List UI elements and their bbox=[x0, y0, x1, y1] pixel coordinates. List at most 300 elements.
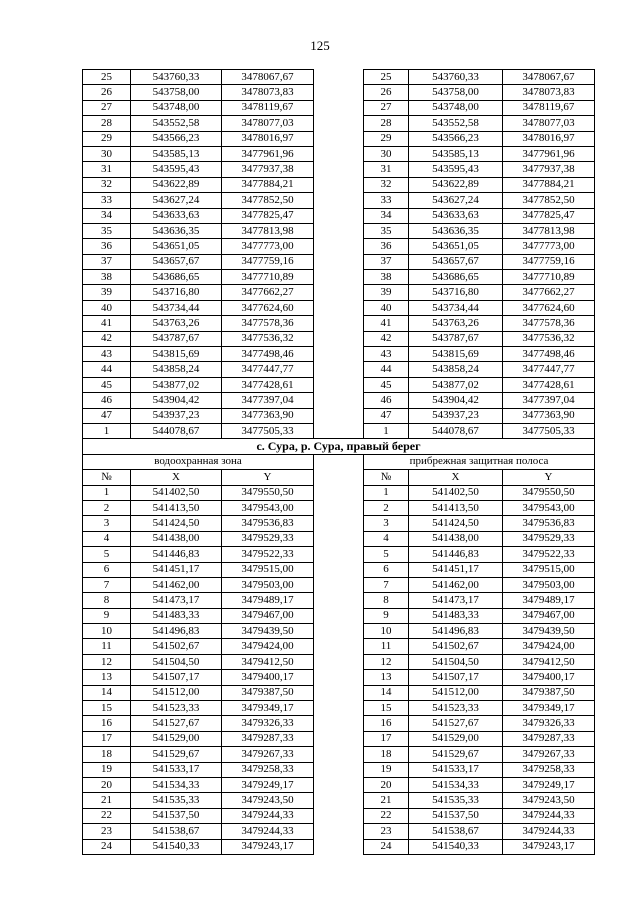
gap-cell bbox=[314, 316, 364, 331]
left-x-cell: 543566,23 bbox=[131, 131, 222, 146]
right-num-cell: 33 bbox=[364, 193, 409, 208]
table-row bbox=[83, 362, 595, 377]
left-num-cell: 29 bbox=[83, 131, 131, 146]
right-x-cell: 543657,67 bbox=[409, 254, 503, 269]
right-y-cell: 3479467,00 bbox=[503, 608, 595, 623]
right-num-cell: 3 bbox=[364, 516, 409, 531]
right-x-cell: 541438,00 bbox=[409, 531, 503, 546]
right-x-cell: 543651,05 bbox=[409, 239, 503, 254]
gap-cell bbox=[314, 593, 364, 608]
table-row bbox=[83, 762, 595, 777]
left-num-cell: 20 bbox=[83, 777, 131, 792]
table-row bbox=[83, 70, 595, 85]
right-num-cell: 47 bbox=[364, 408, 409, 423]
table-row bbox=[83, 347, 595, 362]
left-x-cell: 541504,50 bbox=[131, 654, 222, 669]
right-x-cell: 543763,26 bbox=[409, 316, 503, 331]
left-num-cell: 39 bbox=[83, 285, 131, 300]
left-y-cell: 3479267,33 bbox=[222, 747, 314, 762]
gap-cell bbox=[314, 839, 364, 854]
left-y-cell: 3479529,33 bbox=[222, 531, 314, 546]
right-y-cell: 3477624,60 bbox=[503, 300, 595, 315]
section-title: с. Сура, р. Сура, правый берег bbox=[83, 439, 595, 454]
right-x-cell: 541538,67 bbox=[409, 824, 503, 839]
table-row bbox=[83, 731, 595, 746]
right-x-cell: 541502,67 bbox=[409, 639, 503, 654]
right-y-cell: 3477662,27 bbox=[503, 285, 595, 300]
left-col-num: № bbox=[83, 470, 131, 485]
right-num-cell: 36 bbox=[364, 239, 409, 254]
gap-cell bbox=[314, 423, 364, 438]
right-y-cell: 3477447,77 bbox=[503, 362, 595, 377]
right-x-cell: 543937,23 bbox=[409, 408, 503, 423]
right-x-cell: 541473,17 bbox=[409, 593, 503, 608]
left-x-cell: 541535,33 bbox=[131, 793, 222, 808]
table-row bbox=[83, 193, 595, 208]
right-num-cell: 45 bbox=[364, 377, 409, 392]
table-row bbox=[83, 808, 595, 823]
right-y-cell: 3479515,00 bbox=[503, 562, 595, 577]
right-x-cell: 543904,42 bbox=[409, 393, 503, 408]
right-y-cell: 3479529,33 bbox=[503, 531, 595, 546]
left-num-cell: 9 bbox=[83, 608, 131, 623]
right-x-cell: 541527,67 bbox=[409, 716, 503, 731]
table-row bbox=[83, 654, 595, 669]
gap-cell bbox=[314, 685, 364, 700]
top-rows bbox=[83, 70, 595, 439]
gap-cell bbox=[314, 701, 364, 716]
left-num-cell: 41 bbox=[83, 316, 131, 331]
gap-cell bbox=[314, 793, 364, 808]
left-x-cell: 541540,33 bbox=[131, 839, 222, 854]
right-num-cell: 21 bbox=[364, 793, 409, 808]
right-num-cell: 38 bbox=[364, 270, 409, 285]
right-num-cell: 1 bbox=[364, 485, 409, 500]
table-row bbox=[83, 500, 595, 515]
table-row bbox=[83, 116, 595, 131]
left-num-cell: 31 bbox=[83, 162, 131, 177]
table-row bbox=[83, 100, 595, 115]
right-y-cell: 3479249,17 bbox=[503, 777, 595, 792]
right-y-cell: 3479489,17 bbox=[503, 593, 595, 608]
right-y-cell: 3477961,96 bbox=[503, 146, 595, 161]
right-x-cell: 541496,83 bbox=[409, 624, 503, 639]
right-y-cell: 3478119,67 bbox=[503, 100, 595, 115]
left-num-cell: 5 bbox=[83, 547, 131, 562]
left-num-cell: 38 bbox=[83, 270, 131, 285]
left-num-cell: 34 bbox=[83, 208, 131, 223]
gap-cell bbox=[314, 146, 364, 161]
left-y-cell: 3479243,50 bbox=[222, 793, 314, 808]
gap-cell bbox=[314, 131, 364, 146]
right-num-cell: 25 bbox=[364, 70, 409, 85]
gap-cell bbox=[314, 654, 364, 669]
left-y-cell: 3478119,67 bbox=[222, 100, 314, 115]
right-num-cell: 2 bbox=[364, 500, 409, 515]
right-x-cell: 541507,17 bbox=[409, 670, 503, 685]
right-x-cell: 541424,50 bbox=[409, 516, 503, 531]
right-x-cell: 543633,63 bbox=[409, 208, 503, 223]
left-y-cell: 3477884,21 bbox=[222, 177, 314, 192]
right-x-cell: 543552,58 bbox=[409, 116, 503, 131]
left-num-cell: 11 bbox=[83, 639, 131, 654]
right-y-cell: 3477773,00 bbox=[503, 239, 595, 254]
table-row bbox=[83, 393, 595, 408]
left-y-cell: 3477662,27 bbox=[222, 285, 314, 300]
left-x-cell: 541527,67 bbox=[131, 716, 222, 731]
right-col-x: X bbox=[409, 470, 503, 485]
right-x-cell: 543877,02 bbox=[409, 377, 503, 392]
table-row bbox=[83, 408, 595, 423]
left-x-cell: 543763,26 bbox=[131, 316, 222, 331]
left-y-cell: 3479543,00 bbox=[222, 500, 314, 515]
right-y-cell: 3477363,90 bbox=[503, 408, 595, 423]
right-x-cell: 543716,80 bbox=[409, 285, 503, 300]
right-num-cell: 29 bbox=[364, 131, 409, 146]
left-num-cell: 23 bbox=[83, 824, 131, 839]
gap-cell bbox=[314, 639, 364, 654]
left-y-cell: 3477498,46 bbox=[222, 347, 314, 362]
right-y-cell: 3478077,03 bbox=[503, 116, 595, 131]
right-x-cell: 544078,67 bbox=[409, 423, 503, 438]
left-y-cell: 3477961,96 bbox=[222, 146, 314, 161]
left-x-cell: 541424,50 bbox=[131, 516, 222, 531]
right-num-cell: 17 bbox=[364, 731, 409, 746]
gap-cell bbox=[314, 331, 364, 346]
right-x-cell: 541540,33 bbox=[409, 839, 503, 854]
left-num-cell: 27 bbox=[83, 100, 131, 115]
left-x-cell: 541438,00 bbox=[131, 531, 222, 546]
zone-title-row bbox=[83, 454, 595, 469]
left-y-cell: 3479503,00 bbox=[222, 577, 314, 592]
left-x-cell: 543858,24 bbox=[131, 362, 222, 377]
right-x-cell: 541529,00 bbox=[409, 731, 503, 746]
gap-cell bbox=[314, 824, 364, 839]
left-y-cell: 3479244,33 bbox=[222, 808, 314, 823]
gap-cell bbox=[314, 208, 364, 223]
left-y-cell: 3478077,03 bbox=[222, 116, 314, 131]
right-x-cell: 543627,24 bbox=[409, 193, 503, 208]
right-x-cell: 541529,67 bbox=[409, 747, 503, 762]
left-x-cell: 541496,83 bbox=[131, 624, 222, 639]
table-row bbox=[83, 285, 595, 300]
gap-cell bbox=[314, 377, 364, 392]
table-row bbox=[83, 208, 595, 223]
right-num-cell: 9 bbox=[364, 608, 409, 623]
right-x-cell: 543758,00 bbox=[409, 85, 503, 100]
left-num-cell: 7 bbox=[83, 577, 131, 592]
table-row bbox=[83, 131, 595, 146]
right-y-cell: 3478067,67 bbox=[503, 70, 595, 85]
right-x-cell: 543787,67 bbox=[409, 331, 503, 346]
left-y-cell: 3477937,38 bbox=[222, 162, 314, 177]
right-y-cell: 3479244,33 bbox=[503, 808, 595, 823]
right-y-cell: 3478016,97 bbox=[503, 131, 595, 146]
right-x-cell: 541402,50 bbox=[409, 485, 503, 500]
left-num-cell: 30 bbox=[83, 146, 131, 161]
right-num-cell: 43 bbox=[364, 347, 409, 362]
right-num-cell: 7 bbox=[364, 577, 409, 592]
gap-cell bbox=[314, 547, 364, 562]
table-row bbox=[83, 747, 595, 762]
left-y-cell: 3477447,77 bbox=[222, 362, 314, 377]
gap-cell bbox=[314, 531, 364, 546]
right-zone-title: прибрежная защитная полоса bbox=[364, 454, 595, 469]
right-num-cell: 13 bbox=[364, 670, 409, 685]
left-num-cell: 40 bbox=[83, 300, 131, 315]
right-num-cell: 15 bbox=[364, 701, 409, 716]
right-y-cell: 3479258,33 bbox=[503, 762, 595, 777]
left-num-cell: 2 bbox=[83, 500, 131, 515]
right-y-cell: 3477710,89 bbox=[503, 270, 595, 285]
right-x-cell: 543815,69 bbox=[409, 347, 503, 362]
right-y-cell: 3477884,21 bbox=[503, 177, 595, 192]
table-row bbox=[83, 162, 595, 177]
left-num-cell: 47 bbox=[83, 408, 131, 423]
section-title-row bbox=[83, 439, 595, 454]
left-col-y: Y bbox=[222, 470, 314, 485]
gap-cell bbox=[314, 454, 364, 469]
gap-cell bbox=[314, 347, 364, 362]
right-num-cell: 1 bbox=[364, 423, 409, 438]
right-num-cell: 23 bbox=[364, 824, 409, 839]
table-row bbox=[83, 239, 595, 254]
right-num-cell: 11 bbox=[364, 639, 409, 654]
table-row bbox=[83, 685, 595, 700]
left-num-cell: 44 bbox=[83, 362, 131, 377]
gap-cell bbox=[314, 254, 364, 269]
table-row bbox=[83, 824, 595, 839]
left-x-cell: 544078,67 bbox=[131, 423, 222, 438]
right-num-cell: 37 bbox=[364, 254, 409, 269]
right-num-cell: 34 bbox=[364, 208, 409, 223]
right-num-cell: 44 bbox=[364, 362, 409, 377]
right-x-cell: 541523,33 bbox=[409, 701, 503, 716]
right-num-cell: 4 bbox=[364, 531, 409, 546]
right-x-cell: 543734,44 bbox=[409, 300, 503, 315]
right-y-cell: 3477813,98 bbox=[503, 223, 595, 238]
left-num-cell: 32 bbox=[83, 177, 131, 192]
gap-cell bbox=[314, 193, 364, 208]
left-num-cell: 43 bbox=[83, 347, 131, 362]
left-y-cell: 3479387,50 bbox=[222, 685, 314, 700]
right-y-cell: 3479400,17 bbox=[503, 670, 595, 685]
right-col-num: № bbox=[364, 470, 409, 485]
table-row bbox=[83, 270, 595, 285]
left-y-cell: 3477624,60 bbox=[222, 300, 314, 315]
left-num-cell: 12 bbox=[83, 654, 131, 669]
right-y-cell: 3478073,83 bbox=[503, 85, 595, 100]
table-row bbox=[83, 516, 595, 531]
left-y-cell: 3479400,17 bbox=[222, 670, 314, 685]
left-x-cell: 541446,83 bbox=[131, 547, 222, 562]
table-row bbox=[83, 639, 595, 654]
left-num-cell: 46 bbox=[83, 393, 131, 408]
right-y-cell: 3479287,33 bbox=[503, 731, 595, 746]
bottom-rows bbox=[83, 485, 595, 854]
table-row bbox=[83, 300, 595, 315]
right-num-cell: 26 bbox=[364, 85, 409, 100]
left-num-cell: 1 bbox=[83, 423, 131, 438]
right-num-cell: 16 bbox=[364, 716, 409, 731]
gap-cell bbox=[314, 731, 364, 746]
left-y-cell: 3479249,17 bbox=[222, 777, 314, 792]
left-y-cell: 3477710,89 bbox=[222, 270, 314, 285]
right-x-cell: 543760,33 bbox=[409, 70, 503, 85]
right-num-cell: 40 bbox=[364, 300, 409, 315]
gap-cell bbox=[314, 85, 364, 100]
right-x-cell: 543636,35 bbox=[409, 223, 503, 238]
left-x-cell: 543627,24 bbox=[131, 193, 222, 208]
right-x-cell: 541451,17 bbox=[409, 562, 503, 577]
right-num-cell: 18 bbox=[364, 747, 409, 762]
table-row bbox=[83, 624, 595, 639]
gap-cell bbox=[314, 270, 364, 285]
right-x-cell: 543686,65 bbox=[409, 270, 503, 285]
left-num-cell: 18 bbox=[83, 747, 131, 762]
left-x-cell: 541537,50 bbox=[131, 808, 222, 823]
right-y-cell: 3477397,04 bbox=[503, 393, 595, 408]
left-num-cell: 24 bbox=[83, 839, 131, 854]
gap-cell bbox=[314, 485, 364, 500]
left-y-cell: 3479536,83 bbox=[222, 516, 314, 531]
left-y-cell: 3478016,97 bbox=[222, 131, 314, 146]
left-y-cell: 3477536,32 bbox=[222, 331, 314, 346]
table-row bbox=[83, 423, 595, 438]
left-y-cell: 3479412,50 bbox=[222, 654, 314, 669]
gap-cell bbox=[314, 70, 364, 85]
table-row bbox=[83, 485, 595, 500]
left-x-cell: 543758,00 bbox=[131, 85, 222, 100]
left-num-cell: 16 bbox=[83, 716, 131, 731]
gap-cell bbox=[314, 808, 364, 823]
right-y-cell: 3477852,50 bbox=[503, 193, 595, 208]
left-y-cell: 3479515,00 bbox=[222, 562, 314, 577]
gap-cell bbox=[314, 470, 364, 485]
gap-cell bbox=[314, 177, 364, 192]
gap-cell bbox=[314, 285, 364, 300]
left-x-cell: 541507,17 bbox=[131, 670, 222, 685]
gap-cell bbox=[314, 716, 364, 731]
left-num-cell: 4 bbox=[83, 531, 131, 546]
left-y-cell: 3477363,90 bbox=[222, 408, 314, 423]
table-row bbox=[83, 777, 595, 792]
left-x-cell: 543734,44 bbox=[131, 300, 222, 315]
right-y-cell: 3477578,36 bbox=[503, 316, 595, 331]
left-num-cell: 15 bbox=[83, 701, 131, 716]
left-x-cell: 541529,67 bbox=[131, 747, 222, 762]
gap-cell bbox=[314, 362, 364, 377]
right-num-cell: 39 bbox=[364, 285, 409, 300]
left-x-cell: 541523,33 bbox=[131, 701, 222, 716]
section-header bbox=[83, 439, 595, 485]
right-num-cell: 8 bbox=[364, 593, 409, 608]
left-zone-title: водоохранная зона bbox=[83, 454, 314, 469]
right-y-cell: 3477536,32 bbox=[503, 331, 595, 346]
left-num-cell: 14 bbox=[83, 685, 131, 700]
left-y-cell: 3479244,33 bbox=[222, 824, 314, 839]
right-num-cell: 42 bbox=[364, 331, 409, 346]
right-y-cell: 3477759,16 bbox=[503, 254, 595, 269]
left-y-cell: 3477505,33 bbox=[222, 423, 314, 438]
right-num-cell: 22 bbox=[364, 808, 409, 823]
right-num-cell: 32 bbox=[364, 177, 409, 192]
left-num-cell: 42 bbox=[83, 331, 131, 346]
left-y-cell: 3477773,00 bbox=[222, 239, 314, 254]
right-y-cell: 3477825,47 bbox=[503, 208, 595, 223]
left-x-cell: 543622,89 bbox=[131, 177, 222, 192]
right-x-cell: 541446,83 bbox=[409, 547, 503, 562]
left-x-cell: 543686,65 bbox=[131, 270, 222, 285]
left-num-cell: 17 bbox=[83, 731, 131, 746]
right-y-cell: 3479550,50 bbox=[503, 485, 595, 500]
left-num-cell: 8 bbox=[83, 593, 131, 608]
left-x-cell: 541534,33 bbox=[131, 777, 222, 792]
right-x-cell: 541413,50 bbox=[409, 500, 503, 515]
right-y-cell: 3479326,33 bbox=[503, 716, 595, 731]
left-x-cell: 541533,17 bbox=[131, 762, 222, 777]
gap-cell bbox=[314, 300, 364, 315]
column-header-row bbox=[83, 470, 595, 485]
left-num-cell: 37 bbox=[83, 254, 131, 269]
right-x-cell: 543566,23 bbox=[409, 131, 503, 146]
right-x-cell: 541535,33 bbox=[409, 793, 503, 808]
right-y-cell: 3477937,38 bbox=[503, 162, 595, 177]
gap-cell bbox=[314, 116, 364, 131]
left-y-cell: 3478073,83 bbox=[222, 85, 314, 100]
table-row bbox=[83, 547, 595, 562]
left-x-cell: 541451,17 bbox=[131, 562, 222, 577]
left-y-cell: 3479326,33 bbox=[222, 716, 314, 731]
right-num-cell: 30 bbox=[364, 146, 409, 161]
table-row bbox=[83, 316, 595, 331]
gap-cell bbox=[314, 162, 364, 177]
gap-cell bbox=[314, 762, 364, 777]
gap-cell bbox=[314, 100, 364, 115]
left-y-cell: 3477759,16 bbox=[222, 254, 314, 269]
right-y-cell: 3479522,33 bbox=[503, 547, 595, 562]
right-x-cell: 541512,00 bbox=[409, 685, 503, 700]
gap-cell bbox=[314, 408, 364, 423]
left-y-cell: 3477813,98 bbox=[222, 223, 314, 238]
table-row bbox=[83, 577, 595, 592]
left-num-cell: 6 bbox=[83, 562, 131, 577]
left-y-cell: 3479550,50 bbox=[222, 485, 314, 500]
table-row bbox=[83, 562, 595, 577]
gap-cell bbox=[314, 777, 364, 792]
right-x-cell: 543585,13 bbox=[409, 146, 503, 161]
table-row bbox=[83, 331, 595, 346]
left-num-cell: 19 bbox=[83, 762, 131, 777]
left-y-cell: 3478067,67 bbox=[222, 70, 314, 85]
left-num-cell: 33 bbox=[83, 193, 131, 208]
left-x-cell: 543585,13 bbox=[131, 146, 222, 161]
gap-cell bbox=[314, 670, 364, 685]
left-x-cell: 543937,23 bbox=[131, 408, 222, 423]
left-x-cell: 543657,67 bbox=[131, 254, 222, 269]
right-num-cell: 27 bbox=[364, 100, 409, 115]
right-x-cell: 541533,17 bbox=[409, 762, 503, 777]
left-x-cell: 541502,67 bbox=[131, 639, 222, 654]
right-y-cell: 3479267,33 bbox=[503, 747, 595, 762]
table-row bbox=[83, 701, 595, 716]
left-x-cell: 541473,17 bbox=[131, 593, 222, 608]
gap-cell bbox=[314, 577, 364, 592]
right-y-cell: 3479243,50 bbox=[503, 793, 595, 808]
right-y-cell: 3477505,33 bbox=[503, 423, 595, 438]
left-y-cell: 3479424,00 bbox=[222, 639, 314, 654]
page-number: 125 bbox=[310, 38, 330, 53]
